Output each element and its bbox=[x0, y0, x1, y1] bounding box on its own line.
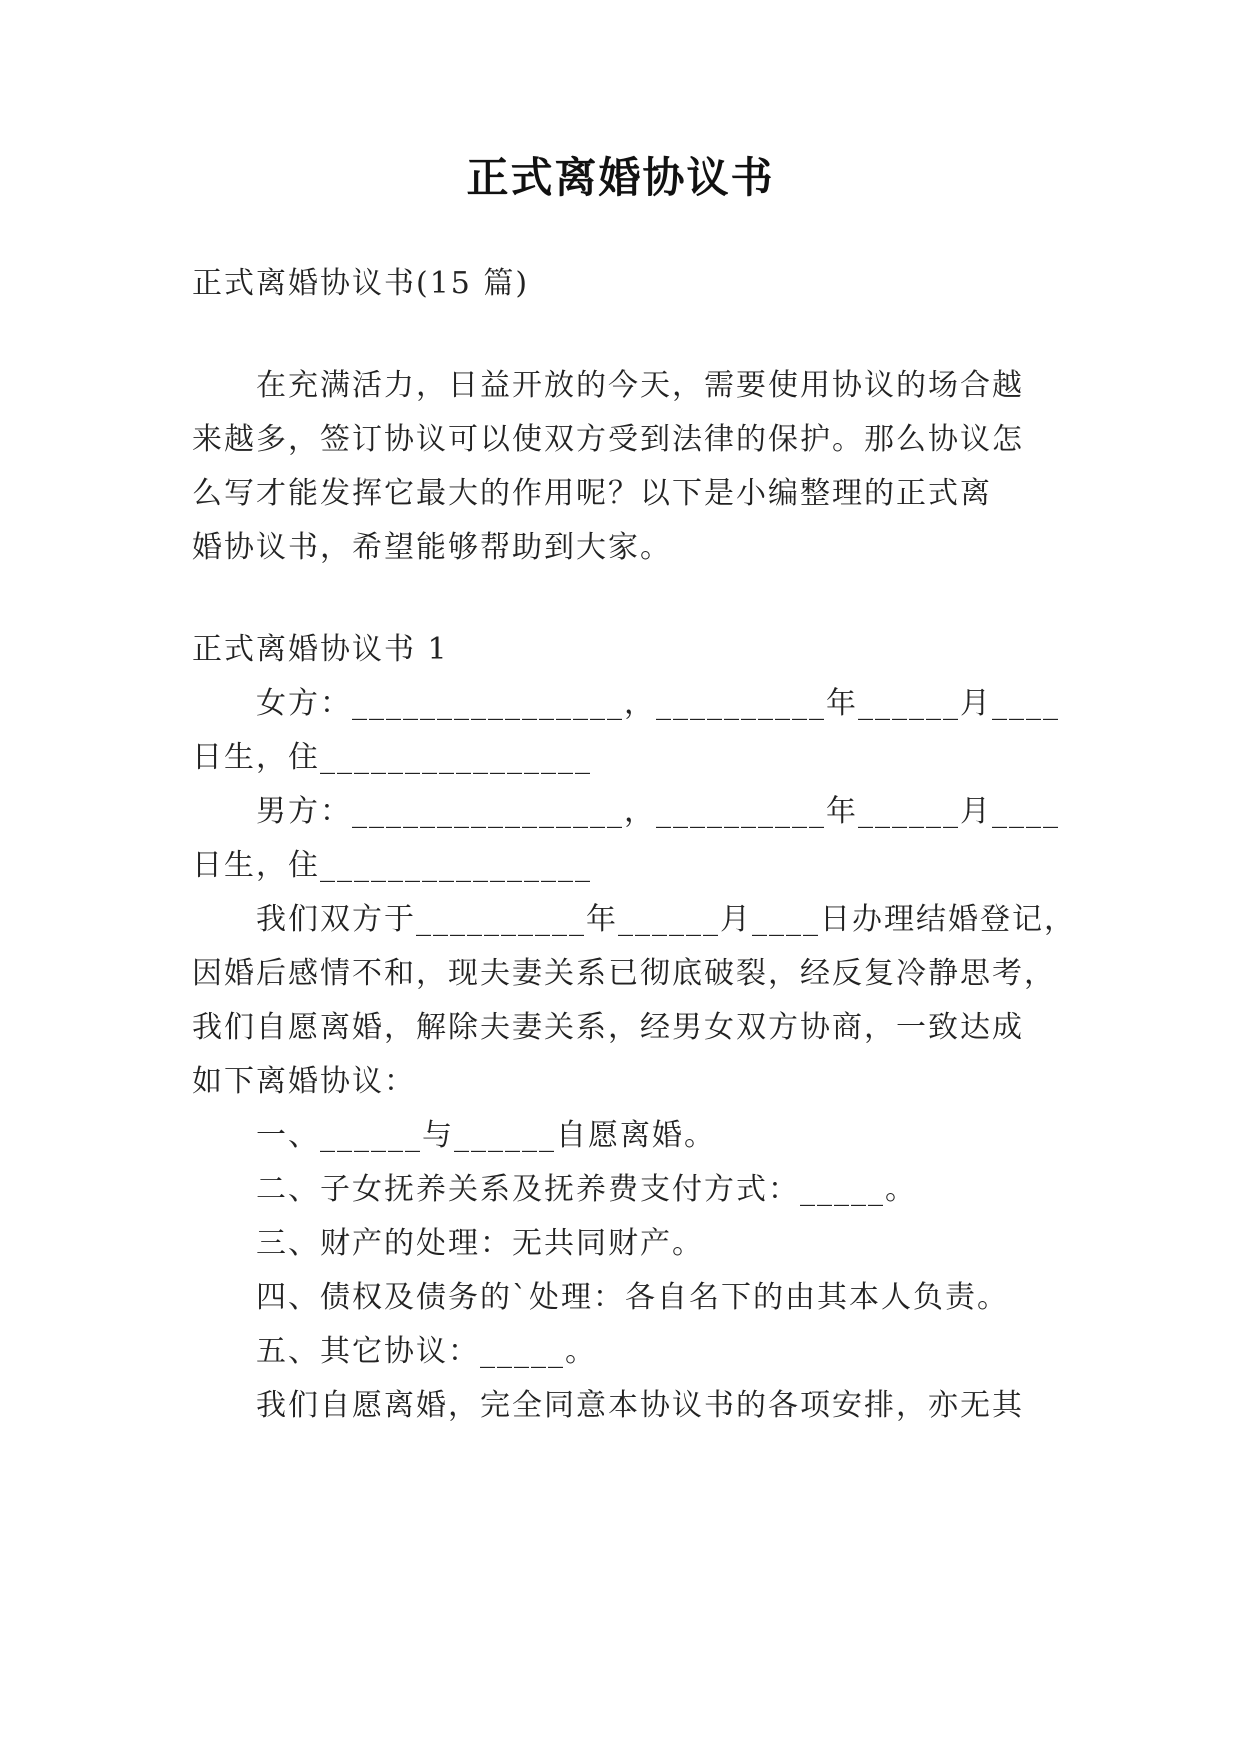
intro-line-3: 么写才能发挥它最大的作用呢？以下是小编整理的正式离 bbox=[192, 476, 992, 511]
male-party-line-1: 男方：________________，__________年______月____ bbox=[256, 794, 1060, 829]
agreement-item-4: 四、债权及债务的`处理：各自名下的由其本人负责。 bbox=[256, 1280, 1009, 1315]
document-subtitle: 正式离婚协议书(15 篇) bbox=[192, 266, 530, 301]
statement-line-4: 如下离婚协议： bbox=[192, 1064, 416, 1099]
closing-line: 我们自愿离婚，完全同意本协议书的各项安排，亦无其 bbox=[256, 1388, 1024, 1423]
intro-line-4: 婚协议书，希望能够帮助到大家。 bbox=[192, 530, 672, 565]
agreement-item-2: 二、子女抚养关系及抚养费支付方式：_____。 bbox=[256, 1172, 917, 1207]
agreement-item-3: 三、财产的处理：无共同财产。 bbox=[256, 1226, 704, 1261]
intro-line-1: 在充满活力，日益开放的今天，需要使用协议的场合越 bbox=[256, 368, 1024, 403]
intro-line-2: 来越多，签订协议可以使双方受到法律的保护。那么协议怎 bbox=[192, 422, 1024, 457]
statement-line-2: 因婚后感情不和，现夫妻关系已彻底破裂，经反复冷静思考， bbox=[192, 956, 1056, 991]
statement-line-1: 我们双方于__________年______月____日办理结婚登记， bbox=[256, 902, 1076, 937]
agreement-item-5: 五、其它协议：_____。 bbox=[256, 1334, 597, 1369]
agreement-item-1: 一、______与______自愿离婚。 bbox=[256, 1118, 716, 1153]
page-title: 正式离婚协议书 bbox=[466, 153, 775, 202]
section-heading: 正式离婚协议书 1 bbox=[192, 632, 449, 667]
statement-line-3: 我们自愿离婚，解除夫妻关系，经男女双方协商，一致达成 bbox=[192, 1010, 1024, 1045]
female-party-line-1: 女方：________________，__________年______月____ bbox=[256, 686, 1060, 721]
female-party-line-2: 日生，住________________ bbox=[192, 740, 592, 775]
male-party-line-2: 日生，住________________ bbox=[192, 848, 592, 883]
